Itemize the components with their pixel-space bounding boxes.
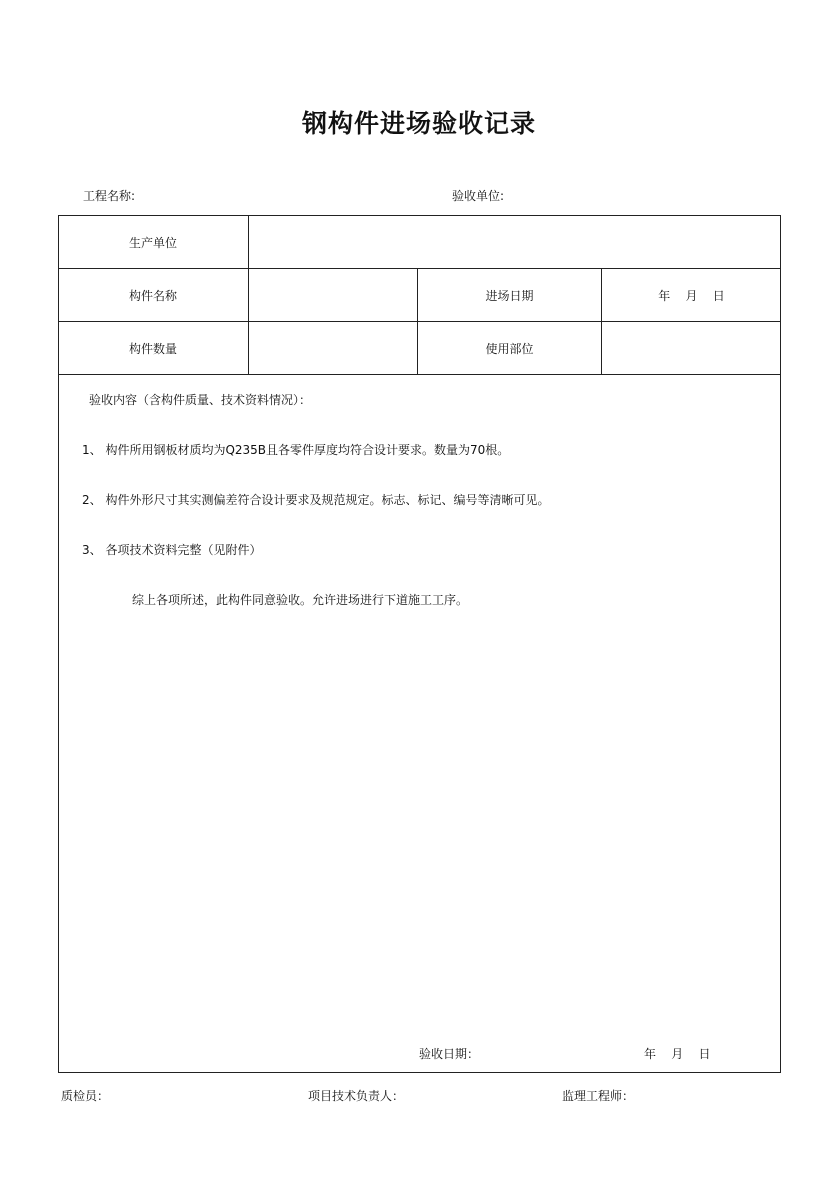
row-divider [58,268,781,269]
project-name-label: 工程名称: [83,189,136,203]
acceptance-date-label: 验收日期： [419,1047,480,1061]
producer-label: 生产单位 [128,236,177,250]
tech-lead-label: 项目技术负责人： [308,1089,405,1103]
use-location-label: 使用部位 [485,342,534,356]
supervisor-label: 监理工程师： [562,1089,635,1103]
page-title: 钢构件进场验收记录 [301,109,536,138]
content-heading: 验收内容（含构件质量、技术资料情况）： [89,393,312,407]
entry-date-value: 年 月 日 [658,289,725,303]
column-divider [601,268,602,374]
acceptance-date-value: 年 月 日 [644,1047,711,1061]
content-conclusion: 综上各项所述，此构件同意验收。允许进场进行下道施工工序。 [132,593,469,607]
content-item-2: 2、 构件外形尺寸其实测偏差符合设计要求及规范规定。标志、标记、编号等清晰可见。 [82,493,550,507]
row-divider [58,374,781,375]
content-item-1: 1、 构件所用钢板材质均为Q235B且各零件厚度均符合设计要求。数量为70根。 [82,443,510,457]
component-qty-label: 构件数量 [128,342,177,356]
row-divider [58,321,781,322]
component-name-label: 构件名称 [128,289,177,303]
content-item-3: 3、 各项技术资料完整（见附件） [82,543,262,557]
entry-date-label: 进场日期 [485,289,534,303]
column-divider [248,215,249,374]
acceptance-unit-label: 验收单位: [452,189,505,203]
column-divider [417,268,418,374]
inspector-label: 质检员： [61,1089,110,1103]
